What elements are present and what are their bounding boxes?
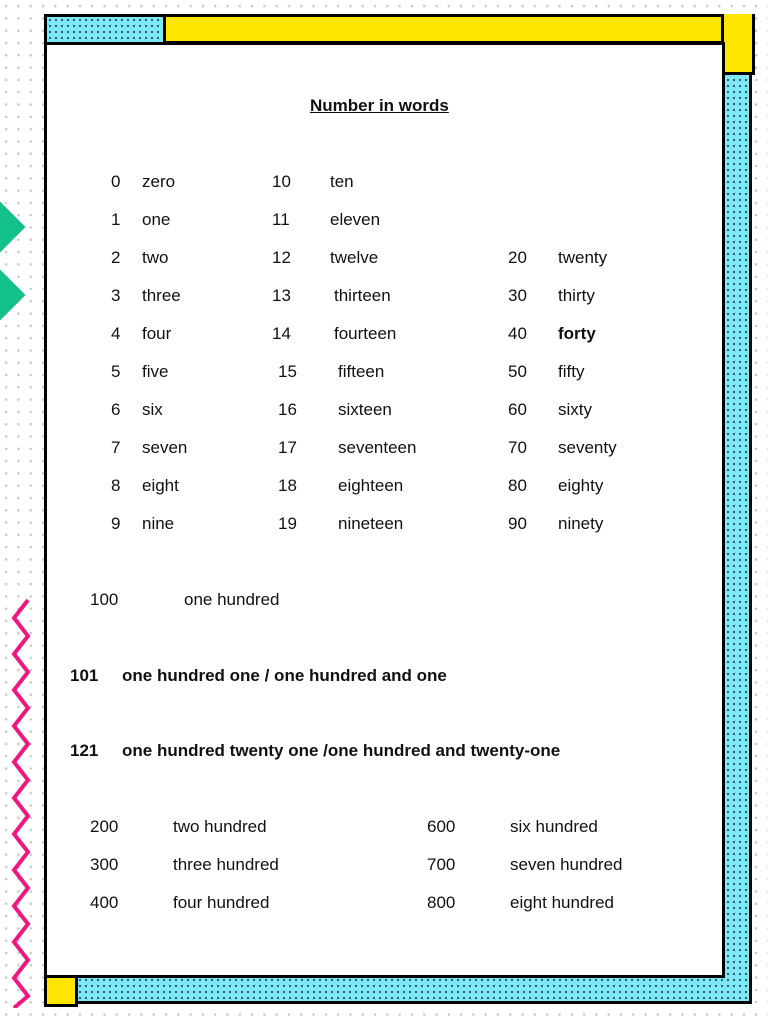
number-cell: 20 [508,248,527,267]
word-cell: three hundred [173,855,279,874]
number-cell: 50 [508,362,527,381]
word-cell: five [142,362,169,381]
word-cell: twenty [558,248,608,267]
word-cell: ten [330,172,354,191]
hundred-word: one hundred [184,590,280,609]
page-title: Number in words [310,96,449,115]
word-cell: eighteen [338,476,404,495]
number-cell: 2 [111,248,121,267]
number-cell: 12 [272,248,291,267]
word-cell: nine [142,514,175,533]
word-cell: six [142,400,163,419]
number-cell: 13 [272,286,291,305]
number-cell: 9 [111,514,121,533]
green-diamond-icon [0,202,25,253]
pink-zigzag-icon [8,598,34,1008]
number-cell: 15 [278,362,297,381]
word-cell: four hundred [173,893,270,912]
word-cell: ninety [558,514,604,533]
example-121-number: 121 [70,741,99,760]
number-cell: 40 [508,324,527,343]
word-cell: eight [142,476,179,495]
yellow-accent-top [163,14,752,44]
number-cell: 19 [278,514,297,533]
number-cell: 4 [111,324,121,343]
word-cell: three [142,286,181,305]
example-121-word: one hundred twenty one /one hundred and twenty-one [122,741,561,760]
word-cell: four [142,324,172,343]
word-cell: seven hundred [510,855,623,874]
number-cell: 6 [111,400,121,419]
yellow-accent-right [721,14,755,75]
word-cell: six hundred [510,817,598,836]
example-101-number: 101 [70,666,99,685]
number-cell: 700 [427,855,456,874]
word-cell: seventy [558,438,617,457]
number-cell: 80 [508,476,527,495]
number-cell: 300 [90,855,119,874]
number-cell: 14 [272,324,291,343]
number-cell: 0 [111,172,121,191]
word-cell: one [142,210,171,229]
word-cell: forty [558,324,596,343]
hundred-number: 100 [90,590,119,609]
word-cell: sixty [558,400,592,419]
example-101-word: one hundred one / one hundred and one [122,666,447,685]
number-cell: 60 [508,400,527,419]
word-cell: nineteen [338,514,404,533]
number-cell: 8 [111,476,121,495]
word-cell: seventeen [338,438,417,457]
word-cell: zero [142,172,176,191]
word-cell: two [142,248,169,267]
word-cell: sixteen [338,400,392,419]
number-cell: 30 [508,286,527,305]
word-cell: eight hundred [510,893,614,912]
word-cell: seven [142,438,188,457]
word-cell: eighty [558,476,604,495]
number-cell: 200 [90,817,119,836]
word-cell: thirty [558,286,595,305]
number-cell: 800 [427,893,456,912]
number-cell: 18 [278,476,297,495]
number-cell: 7 [111,438,121,457]
number-cell: 1 [111,210,121,229]
word-cell: fifteen [338,362,385,381]
word-cell: eleven [330,210,381,229]
number-cell: 70 [508,438,527,457]
word-cell: twelve [330,248,379,267]
number-cell: 3 [111,286,121,305]
number-cell: 17 [278,438,297,457]
word-cell: fourteen [334,324,397,343]
number-cell: 600 [427,817,456,836]
number-cell: 5 [111,362,121,381]
word-cell: fifty [558,362,585,381]
number-cell: 90 [508,514,527,533]
number-cell: 400 [90,893,119,912]
yellow-accent-bottom-left [44,975,78,1007]
number-cell: 11 [272,210,290,229]
number-cell: 16 [278,400,297,419]
word-cell: two hundred [173,817,267,836]
green-diamond-icon [0,270,25,321]
number-cell: 10 [272,172,291,191]
word-cell: thirteen [334,286,391,305]
